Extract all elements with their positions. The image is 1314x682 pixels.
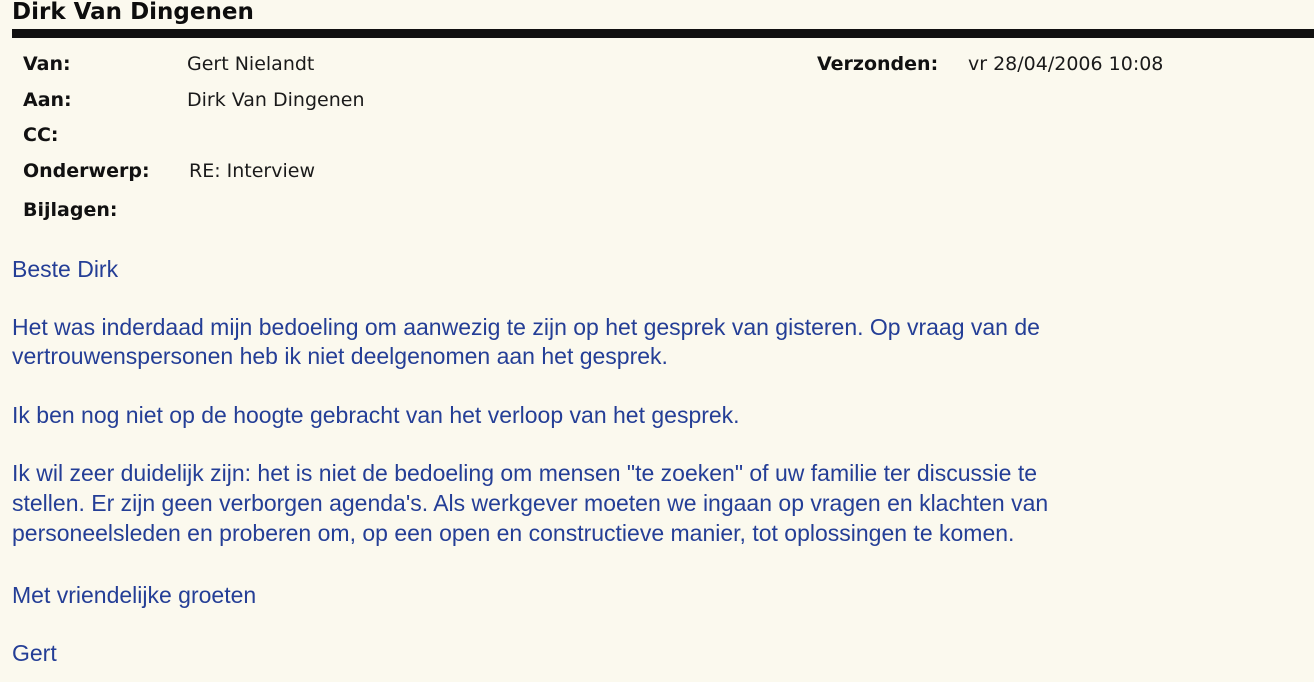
paragraph-3-line-1: Ik wil zeer duidelijk zijn: het is niet de bedoeling om mensen "te zoeken" of uw familie ter discussie te xyxy=(12,460,1038,486)
verzonden-value: vr 28/04/2006 10:08 xyxy=(968,53,1164,75)
paragraph-1-line-1: Het was inderdaad mijn bedoeling om aanwezig te zijn op het gesprek van gisteren. Op vraag van de xyxy=(12,314,1040,340)
paragraph-2: Ik ben nog niet op de hoogte gebracht van het verloop van het gesprek. xyxy=(12,402,740,428)
onderwerp-label: Onderwerp: xyxy=(23,160,150,182)
paragraph-3-line-3: personeelsleden en proberen om, op een open en constructieve manier, tot oplossingen te komen. xyxy=(12,520,1015,546)
verzonden-label: Verzonden: xyxy=(817,53,939,75)
bijlagen-label: Bijlagen: xyxy=(23,199,118,221)
onderwerp-value: RE: Interview xyxy=(189,160,315,182)
title-divider xyxy=(12,29,1314,38)
document-title: Dirk Van Dingenen xyxy=(12,0,254,25)
cc-label: CC: xyxy=(23,124,59,146)
paragraph-3-line-2: stellen. Er zijn geen verborgen agenda's. Als werkgever moeten we ingaan op vragen en klachten van xyxy=(12,490,1049,516)
paragraph-1-line-2: vertrouwenspersonen heb ik niet deelgenomen aan het gesprek. xyxy=(12,343,668,369)
greeting: Beste Dirk xyxy=(12,256,119,282)
aan-value: Dirk Van Dingenen xyxy=(187,89,365,111)
van-value: Gert Nielandt xyxy=(187,53,315,75)
signature: Gert xyxy=(12,640,57,666)
van-label: Van: xyxy=(23,53,71,75)
aan-label: Aan: xyxy=(23,89,72,111)
closing: Met vriendelijke groeten xyxy=(12,582,257,608)
